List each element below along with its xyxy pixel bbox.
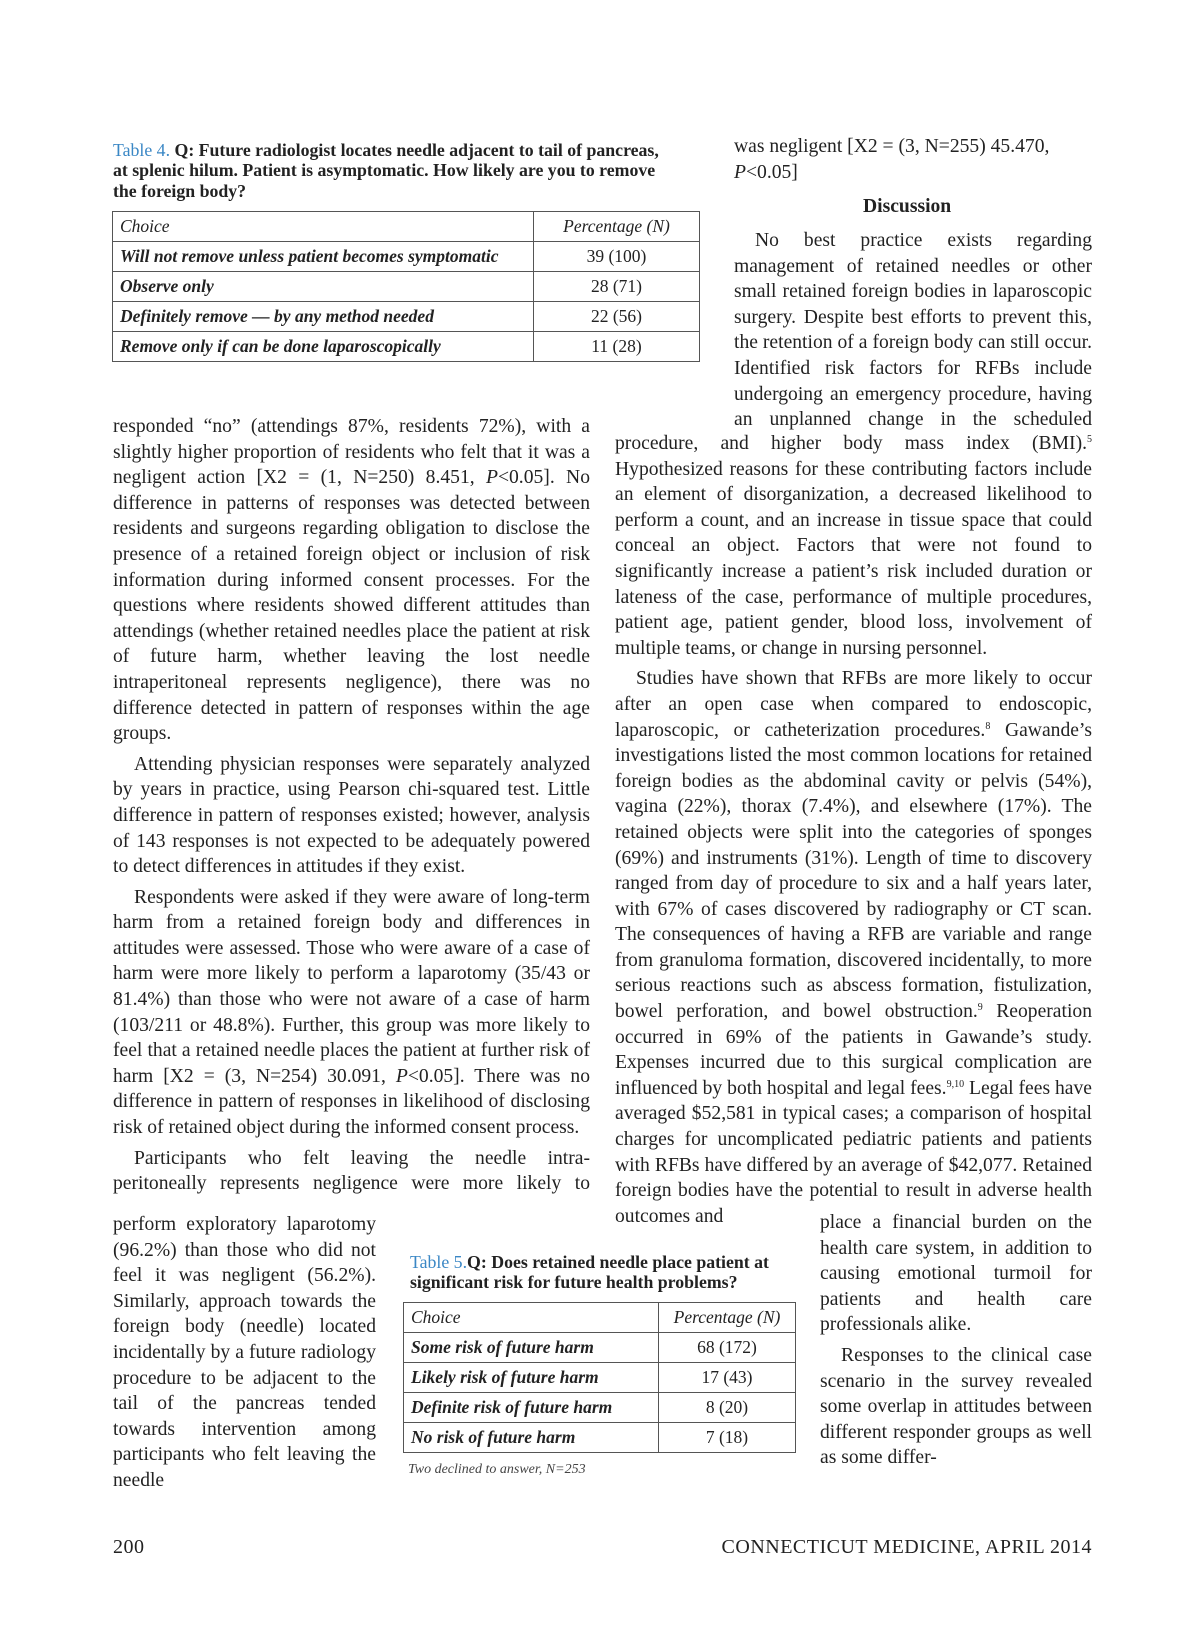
journal-footer: CONNECTICUT MEDICINE, APRIL 2014 (721, 1536, 1092, 1558)
table4-pct: 11 (28) (534, 332, 700, 362)
right-column-wide (615, 431, 1092, 1229)
discussion-para-2a: Studies have shown that RFBs are more likely to occur after an open case when compared to endoscopic, laparoscopic, or catheterization procedures. (615, 668, 1092, 741)
table5-header-pct: Percentage (N) (659, 1303, 796, 1333)
table5-pct: 17 (43) (659, 1363, 796, 1393)
discussion-para-1c-text: Hypothesized reasons for these contributing factors include an element of disorganization, a decreased likelihood to perform a count, and an increase in tissue space that could conceal an object. Factors that were not found to significantly increase a patient’s risk included duration or lateness of the case, performance of multiple procedures, patient age, patient gender, blood loss, involvement of multiple teams, or change in nursing personnel. (615, 458, 1092, 659)
table4-choice: Remove only if can be done laparoscopically (113, 332, 534, 362)
table5-choice: No risk of future harm (404, 1423, 659, 1453)
left-para-1b: <0.05]. No difference in patterns of responses was detected between residents and surgeons regarding obligation to disclose the presence of a retained foreign object or inclusion of risk information during informed consent processes. For the questions where residents showed different attitudes than attendings (whether retained needles place the patient at risk of future harm, whether leaving the lost needle intraperitoneal represents negligence), there was no difference detected in pattern of responses within the age groups. (113, 467, 590, 745)
citation-5: 5 (1087, 434, 1092, 445)
discussion-para-1b (615, 431, 1092, 661)
table4 (112, 211, 700, 362)
left-para-3b: <0.05]. There was no difference in pattern of responses in likelihood of disclosing risk of retained object during the informed consent process. (113, 1065, 590, 1139)
discussion-para-2c: Reoperation occurred in 69% of the patients in Gawande’s study. Expenses incurred due to this surgical complication are influenced by both hospital and legal fees. (615, 1001, 1092, 1099)
table4-choice: Observe only (113, 272, 534, 302)
p-italic: P (734, 161, 746, 183)
discussion-para-3: Responses to the clinical case scenario in the survey revealed some overlap in attitudes between different responder groups as well as some differ- (820, 1344, 1092, 1469)
left-para-1a: responded “no” (attendings 87%, residents 72%), with a slightly higher proportion of residents who felt that it was a negligent action [X2 = (1, N=250) 8.451, (113, 416, 590, 489)
right-top-line1: was negligent [X2 = (3, N=255) 45.470, (734, 136, 1050, 157)
citation-8: 8 (985, 720, 991, 732)
citation-9: 9 (977, 1002, 983, 1014)
table-row (113, 242, 700, 272)
table-row (404, 1363, 796, 1393)
right-column-narrow-bottom (820, 1210, 1092, 1471)
table-row (404, 1333, 796, 1363)
table4-choice: Will not remove unless patient becomes symptomatic (113, 242, 534, 272)
table5 (403, 1302, 796, 1453)
citation-9-10: 9,10 (946, 1078, 965, 1090)
left-column-narrow (113, 1212, 376, 1494)
table5-header-row (404, 1303, 796, 1333)
right-top-line2-rest: <0.05] (745, 161, 798, 183)
right-top-line2 (734, 160, 1092, 186)
discussion-para-2b: Gawande’s investigations listed the most common locations for retained foreign bodies as the abdominal cavity or pelvis (54%), vagina (22%), thorax (7.4%), and elsewhere (17%). The retained objects were split into the categories of sponges (69%) and instruments (31%). Length of time to discovery ranged from day of procedure to six and a half years later, with 67% of cases discovered by radiography or CT scan. The consequences of having a RFB are variable and range from granuloma formation, discovered incidentally, to more serious reactions such as abscess formation, fistulization, bowel perforation, and bowel obstruction. (615, 719, 1093, 1023)
table-row (113, 272, 700, 302)
table5-caption (410, 1252, 790, 1293)
left-para-4-line2: peritoneally represents negligence were more likely to (113, 1173, 590, 1195)
table5-caption-text: Q: Does retained needle place patient at significant risk for future health problems? (410, 1252, 769, 1293)
left-para-1 (113, 414, 590, 747)
discussion-para-2-tail: place a financial burden on the health care system, in addition to causing emotional turmoil for patients and health care professionals alike. (820, 1212, 1092, 1336)
discussion-para-2 (615, 666, 1092, 1229)
left-para-3 (113, 885, 590, 1141)
table5-choice: Likely risk of future harm (404, 1363, 659, 1393)
table4-caption-text: Q: Future radiologist locates needle adjacent to tail of pancreas, at splenic hilum. Patient is asymptomatic. How likely are you to remove the foreign body? (113, 140, 659, 201)
table5-label: Table 5. (410, 1252, 468, 1272)
discussion-heading: Discussion (863, 196, 952, 217)
page-number: 200 (113, 1536, 145, 1558)
table4-header-row (113, 212, 700, 242)
table4-header-choice: Choice (113, 212, 534, 242)
discussion-para-1-upper (734, 228, 1092, 433)
table5-note: Two declined to answer, N=253 (408, 1462, 586, 1477)
right-top-text (734, 134, 1092, 185)
table-row (404, 1393, 796, 1423)
table4-pct: 39 (100) (534, 242, 700, 272)
table5-pct: 8 (20) (659, 1393, 796, 1423)
table4-label: Table 4. (113, 140, 171, 160)
left-column (113, 414, 590, 1197)
table-row (113, 302, 700, 332)
table5-pct: 7 (18) (659, 1423, 796, 1453)
left-para-4-line1: Participants who felt leaving the needle intra- (134, 1147, 590, 1169)
table-row (404, 1423, 796, 1453)
table4-caption (113, 140, 673, 201)
table5-pct: 68 (172) (659, 1333, 796, 1363)
discussion-para-1b-text: procedure, and higher body mass index (BMI). (615, 433, 1087, 454)
table4-pct: 28 (71) (534, 272, 700, 302)
p-italic: P (485, 467, 498, 489)
left-para-3a: Respondents were asked if they were aware of long-term harm from a retained foreign body and differences in attitudes were assessed. Those who were aware of a case of harm were more likely to perform a laparotomy (35/43 or 81.4%) than those who were not aware of a case of harm (103/211 or 48.8%). Further, this group was more likely to feel that a retained needle places the patient at further risk of harm [X2 = (3, N=254) 30.091, (113, 886, 590, 1087)
discussion-para-1a: No best practice exists regarding management of retained needles or other small retained foreign bodies in laparoscopic surgery. Despite best efforts to prevent this, the retention of a foreign body can still occur. Identified risk factors for RFBs include undergoing an emergency procedure, having an unplanned change in the scheduled (734, 230, 1092, 431)
table4-pct: 22 (56) (534, 302, 700, 332)
left-para-4-rest: perform exploratory laparotomy (96.2%) than those who did not feel it was negligent (56.2%). Similarly, approach towards the foreign body (needle) located incidentally by a future radiology procedure to be adjacent to the tail of the pancreas tended towards intervention among participants who felt leaving the needle (113, 1214, 376, 1491)
discussion-para-2d: Legal fees have averaged $52,581 in typical cases; a comparison of hospital charges for uncomplicated pediatric patients and patients with RFBs have differed by an average of $42,077. Retained foreign bodies have the potential to result in adverse health outcomes and (615, 1077, 1092, 1227)
table-row (113, 332, 700, 362)
p-italic: P (395, 1065, 408, 1087)
table4-choice: Definitely remove — by any method needed (113, 302, 534, 332)
table5-choice: Some risk of future harm (404, 1333, 659, 1363)
table4-header-pct: Percentage (N) (534, 212, 700, 242)
table5-choice: Definite risk of future harm (404, 1393, 659, 1423)
left-para-2: Attending physician responses were separately analyzed by years in practice, using Pearson chi-squared test. Little difference in pattern of responses existed; however, analysis of 143 responses is not expected to be adequately powered to detect differences in attitudes if they exist. (113, 753, 590, 878)
table5-header-choice: Choice (404, 1303, 659, 1333)
